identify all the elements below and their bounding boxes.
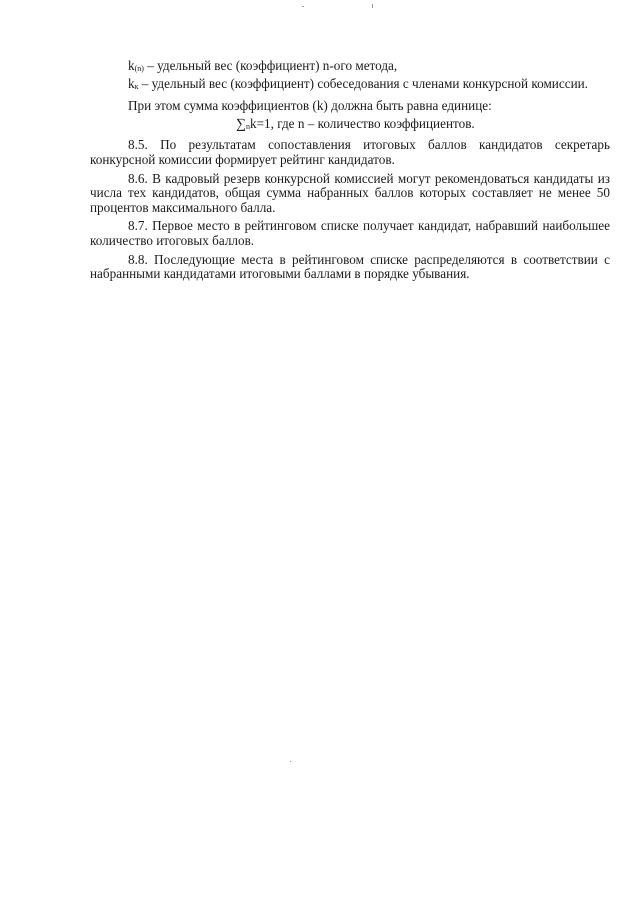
definition-kk-text: – удельный вес (коэффициент) собеседования с членами конкурсной комиссии. [138,75,588,91]
k-symbol: k [128,75,135,91]
sigma-subscript: n [245,121,250,131]
paragraph-8-6: 8.6. В кадровый резерв конкурсной комиссией могут рекомендоваться кандидаты из числа тех кандидатов, общая сумма набранных баллов которых составляет не менее 50 процентов максимального балла. [90,170,610,215]
formula-expression: k=1, где n – количество коэффициентов. [249,115,475,131]
scan-speck [302,6,304,7]
definition-kn [90,59,610,77]
sigma-symbol: ∑ [236,116,246,132]
sum-formula [90,117,610,135]
scan-speck [290,761,291,762]
scan-speck [372,4,373,8]
definition-kk [90,77,610,95]
k-subscript: (n) [134,64,144,73]
document-text [90,59,610,282]
paragraph-8-7: 8.7. Первое место в рейтинговом списке получает кандидат, набравший наибольшее количество итоговых баллов. [90,218,610,248]
k-subscript: к [134,81,139,91]
paragraph-8-5: 8.5. По результатам сопоставления итоговых баллов кандидатов секретарь конкурсной комиссии формирует рейтинг кандидатов. [90,137,610,167]
definition-kn-text: – удельный вес (коэффициент) n-ого метода, [143,58,398,73]
paragraph-8-8: 8.8. Последующие места в рейтинговом списке распределяются в соответствии с набранными кандидатами итоговыми баллами в порядке убывания. [90,251,610,282]
sum-condition: При этом сумма коэффициентов (k) должна быть равна единице: [128,98,492,114]
k-symbol: k [128,58,135,73]
